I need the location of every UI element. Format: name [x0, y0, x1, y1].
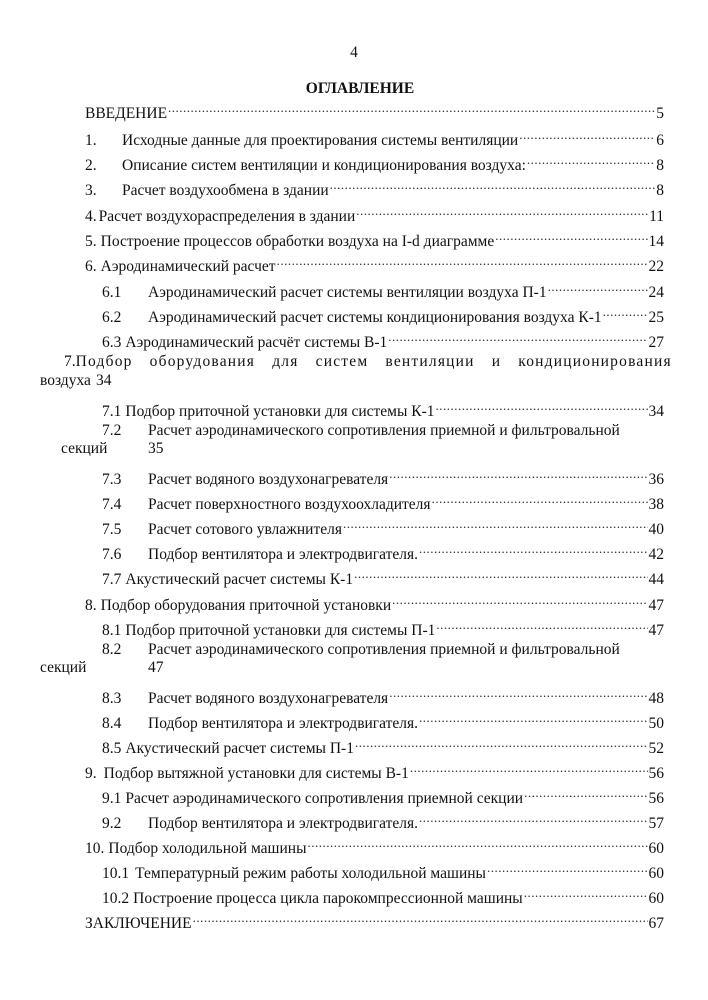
- toc-entry-text: ВВЕДЕНИЕ: [85, 105, 168, 122]
- toc-entry-number: 8.: [85, 597, 97, 614]
- toc-entry-conclusion[interactable]: [85, 908, 664, 932]
- toc-entry-number: 7.1: [102, 403, 122, 420]
- leader-dots: [356, 201, 648, 221]
- toc-entry-page: 24: [648, 284, 664, 301]
- leader-dots: [193, 908, 648, 928]
- toc-entry-9-1[interactable]: [102, 783, 664, 807]
- toc-entry-1[interactable]: [85, 125, 664, 149]
- leader-dots: [277, 251, 648, 271]
- toc-entry-text: Построение процессов обработки воздуха на I-d диаграмме: [100, 233, 495, 250]
- toc-entry-page: 48: [648, 690, 664, 707]
- leader-dots: [307, 833, 647, 853]
- toc-title: ОГЛАВЛЕНИЕ: [305, 80, 415, 97]
- toc-entry-text: Подбор вентилятора и электродвигателя.: [148, 546, 419, 563]
- leader-dots: [410, 758, 648, 778]
- toc-entry-page: 60: [648, 840, 664, 857]
- toc-entry-text: Расчет аэродинамического сопротивления приемной секции: [125, 790, 524, 807]
- toc-entry-text: Расчет воздухораспределения в здании: [98, 208, 356, 225]
- toc-entry-7[interactable]: [64, 352, 672, 372]
- toc-entry-text: Построение процесса цикла парокомпрессионной машины: [133, 890, 523, 907]
- toc-entry-number: 7.6: [102, 546, 122, 563]
- leader-dots: [436, 396, 648, 416]
- toc-entry-text: Подбор приточной установки для системы К-1: [125, 403, 435, 420]
- toc-entry-text: Описание систем вентиляции и кондиционирования воздуха:: [122, 157, 526, 174]
- leader-dots: [419, 808, 647, 828]
- toc-entry-7-6[interactable]: [102, 539, 664, 563]
- toc-entry-text: Расчет аэродинамического сопротивления приемной и фильтровальной: [148, 641, 620, 658]
- toc-entry-page: 44: [648, 571, 664, 588]
- toc-entry-number: 8.1: [102, 622, 122, 639]
- toc-entry-page: 36: [648, 471, 664, 488]
- toc-entry-number: 6.2: [102, 309, 122, 326]
- toc-entry-page: 57: [648, 815, 664, 832]
- leader-dots: [388, 327, 647, 347]
- toc-entry-7-3[interactable]: [102, 464, 664, 488]
- leader-dots: [495, 226, 647, 246]
- toc-entry-page: 8: [656, 157, 664, 174]
- toc-entry-text: Расчет водяного воздухонагревателя: [148, 471, 389, 488]
- toc-entry-number: 2.: [85, 157, 97, 174]
- toc-entry-number: 10.: [85, 840, 105, 857]
- toc-entry-text: Расчет поверхностного воздухоохладителя: [148, 496, 431, 513]
- toc-entry-page: 25: [648, 309, 664, 326]
- leader-dots: [392, 590, 647, 610]
- toc-entry-page: 27: [648, 334, 664, 351]
- toc-entry-text: Температурный режим работы холодильной машины: [135, 865, 486, 882]
- toc-entry-number: 6.3: [102, 334, 122, 351]
- toc-entry-7-7[interactable]: [102, 564, 664, 588]
- toc-entry-7-continuation: [40, 371, 112, 391]
- toc-entry-number: 1.: [85, 132, 97, 149]
- toc-entry-7-4[interactable]: [102, 489, 664, 513]
- toc-entry-text: Аэродинамический расчёт системы В-1: [125, 334, 388, 351]
- toc-entry-page: 50: [648, 715, 664, 732]
- toc-entry-7-2[interactable]: [102, 421, 656, 441]
- toc-entry-7-1[interactable]: [102, 396, 664, 420]
- toc-entry-page: 6: [656, 132, 664, 149]
- toc-entry-text: Расчет аэродинамического сопротивления приемной и фильтровальной: [148, 422, 620, 439]
- leader-dots: [330, 175, 656, 195]
- toc-entry-text: Подбор вытяжной установки для системы В-1: [103, 765, 409, 782]
- toc-entry-text: Подбор оборудования приточной установки: [100, 597, 392, 614]
- toc-entry-number: 7.5: [102, 521, 122, 538]
- toc-entry-8-4[interactable]: [102, 708, 664, 732]
- toc-entry-page: 47: [148, 659, 164, 676]
- toc-entry-page: 22: [648, 258, 664, 275]
- toc-entry-10-1[interactable]: [102, 858, 664, 882]
- toc-entry-8-3[interactable]: [102, 683, 664, 707]
- toc-entry-number: 7.: [64, 353, 76, 370]
- toc-entry-9-2[interactable]: [102, 808, 664, 832]
- toc-entry-number: 9.2: [102, 815, 122, 832]
- toc-entry-text: Расчет сотового увлажнителя: [148, 521, 342, 538]
- toc-entry-page: 42: [648, 546, 664, 563]
- toc-entry-number: 7.3: [102, 471, 122, 488]
- leader-dots: [524, 783, 647, 803]
- toc-entry-intro[interactable]: [85, 98, 664, 122]
- toc-entry-text: ЗАКЛЮЧЕНИЕ: [85, 915, 192, 932]
- toc-entry-3[interactable]: [85, 175, 664, 199]
- toc-entry-number: 5.: [85, 233, 97, 250]
- toc-entry-text: секций: [61, 440, 108, 457]
- toc-entry-text: Подбор вентилятора и электродвигателя.: [148, 815, 419, 832]
- toc-entry-10[interactable]: [85, 833, 664, 857]
- toc-entry-page: 52: [648, 740, 664, 757]
- toc-entry-number: 6.1: [102, 284, 122, 301]
- toc-entry-page: 67: [648, 915, 664, 932]
- toc-entry-number: 3.: [85, 182, 97, 199]
- toc-entry-7-2-continuation: [61, 439, 164, 459]
- toc-entry-text: Аэродинамический расчет системы кондиционирования воздуха К-1: [148, 309, 602, 326]
- toc-entry-number: 6.: [85, 258, 97, 275]
- toc-entry-text: воздуха: [40, 372, 91, 389]
- toc-entry-text: Исходные данные для проектирования системы вентиляции: [122, 132, 519, 149]
- leader-dots: [168, 98, 655, 118]
- toc-entry-number: 10.2: [102, 890, 130, 907]
- toc-entry-number: 8.2: [102, 641, 122, 658]
- toc-entry-8-1[interactable]: [102, 615, 664, 639]
- toc-entry-text: Подбор оборудования для систем вентиляции и кондиционирования: [75, 353, 672, 370]
- toc-entry-text: Акустический расчет системы К-1: [125, 571, 354, 588]
- toc-entry-8-2-continuation: [40, 658, 164, 678]
- toc-entry-6[interactable]: [85, 251, 664, 275]
- toc-entry-8-5[interactable]: [102, 733, 664, 757]
- toc-entry-number: 7.2: [102, 422, 122, 439]
- toc-entry-5[interactable]: [85, 226, 664, 250]
- leader-dots: [354, 564, 647, 584]
- toc-entry-page: 47: [648, 622, 664, 639]
- toc-entry-text: Подбор приточной установки для системы П-1: [125, 622, 436, 639]
- toc-entry-number: 8.4: [102, 715, 122, 732]
- toc-entry-page: 40: [648, 521, 664, 538]
- toc-entry-text: Расчет воздухообмена в здании: [122, 182, 329, 199]
- toc-entry-text: Подбор холодильной машины: [108, 840, 307, 857]
- toc-entry-page: 60: [648, 890, 664, 907]
- leader-dots: [389, 683, 647, 703]
- leader-dots: [436, 615, 647, 635]
- toc-entry-number: 7.7: [102, 571, 122, 588]
- leader-dots: [527, 150, 655, 170]
- toc-entry-6-1[interactable]: [102, 277, 664, 301]
- toc-entry-page: 5: [656, 105, 664, 122]
- leader-dots: [548, 277, 648, 297]
- toc-entry-page: 47: [648, 597, 664, 614]
- toc-entry-page: 56: [648, 765, 664, 782]
- leader-dots: [419, 539, 647, 559]
- toc-entry-number: 7.4: [102, 496, 122, 513]
- toc-entry-page: 8: [656, 182, 664, 199]
- leader-dots: [524, 883, 648, 903]
- toc-entry-8[interactable]: [85, 590, 664, 614]
- leader-dots: [519, 125, 655, 145]
- toc-entry-page: 34: [648, 403, 664, 420]
- toc-entry-6-2[interactable]: [102, 302, 664, 326]
- leader-dots: [603, 302, 648, 322]
- toc-entry-text: Аэродинамический расчет: [100, 258, 276, 275]
- toc-entry-number: 10.1: [102, 865, 130, 882]
- leader-dots: [432, 489, 648, 509]
- leader-dots: [487, 858, 648, 878]
- toc-entry-page: 14: [648, 233, 664, 250]
- toc-entry-4[interactable]: [85, 201, 664, 225]
- toc-entry-text: секций: [40, 659, 87, 676]
- toc-entry-page: 35: [148, 440, 164, 457]
- leader-dots: [389, 464, 647, 484]
- toc-entry-text: Расчет водяного воздухонагревателя: [148, 690, 389, 707]
- toc-entry-text: Акустический расчет системы П-1: [125, 740, 354, 757]
- leader-dots: [343, 514, 648, 534]
- toc-entry-text: Аэродинамический расчет системы вентиляции воздуха П-1: [148, 284, 547, 301]
- toc-entry-6-3[interactable]: [102, 327, 664, 351]
- toc-entry-page: 56: [648, 790, 664, 807]
- toc-entry-9[interactable]: [85, 758, 664, 782]
- toc-entry-8-2[interactable]: [102, 640, 656, 660]
- leader-dots: [419, 708, 647, 728]
- toc-entry-page: 34: [96, 372, 112, 389]
- page-number: 4: [350, 44, 358, 61]
- toc-entry-number: 8.5: [102, 740, 122, 757]
- toc-entry-page: 60: [648, 865, 664, 882]
- toc-entry-7-5[interactable]: [102, 514, 664, 538]
- toc-entry-page: 11: [649, 208, 664, 225]
- toc-entry-number: 9.1: [102, 790, 122, 807]
- toc-entry-number: 4.: [85, 208, 97, 225]
- toc-entry-page: 38: [648, 496, 664, 513]
- toc-entry-number: 8.3: [102, 690, 122, 707]
- toc-entry-number: 9.: [85, 765, 97, 782]
- toc-entry-text: Подбор вентилятора и электродвигателя.: [148, 715, 419, 732]
- toc-entry-10-2[interactable]: [102, 883, 664, 907]
- leader-dots: [355, 733, 648, 753]
- toc-entry-2[interactable]: [85, 150, 664, 174]
